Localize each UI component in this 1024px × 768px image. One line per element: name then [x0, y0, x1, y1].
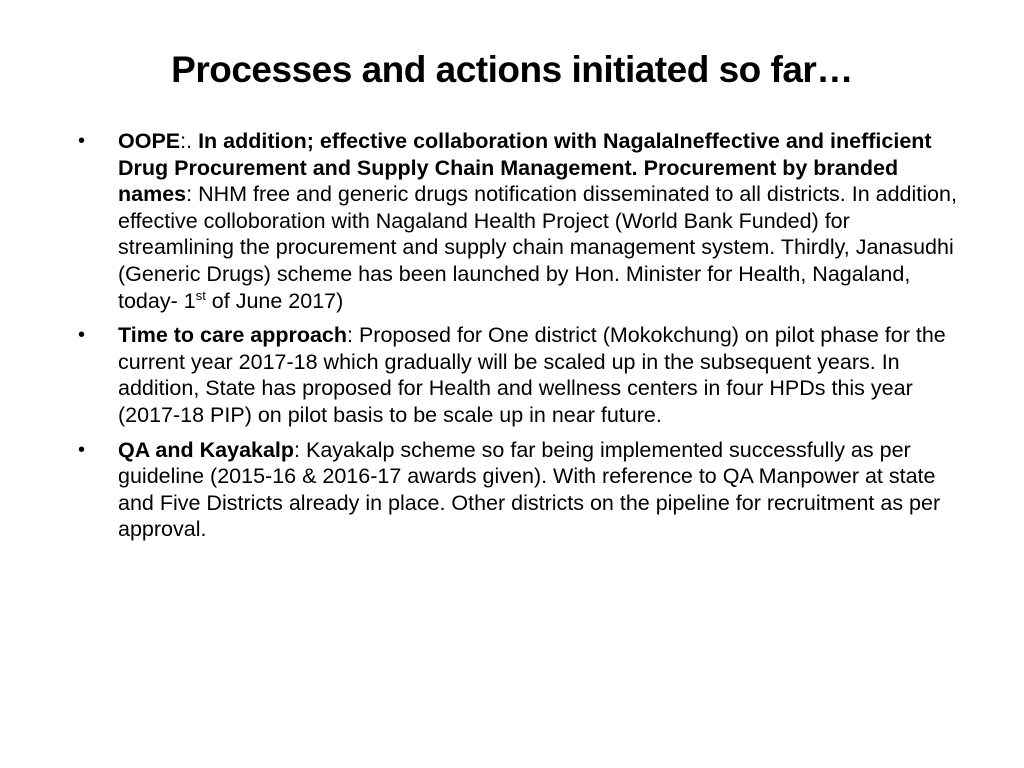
- bullet-superscript: st: [195, 287, 206, 303]
- bullet-label: OOPE: [118, 129, 181, 153]
- bullet-text: : NHM free and generic drugs notification disseminated to all districts. In addition, effective colloboration with Nagaland Health Project (World Bank Funded) for streamlining the procurement and supply chain management system. Thirdly, Janasudhi (Generic Drugs) scheme has been launched by Hon. Minister for Health, Nagaland, today- 1: [118, 182, 957, 313]
- bullet-item-oope: [0, 128, 1024, 314]
- bullet-text: : Kayakalp scheme so far being implemented successfully as per guideline (2015-16 & 2016-17 awards given). With reference to QA Manpower at state and Five Districts already in place. Other districts on the pipeline for recruitment as per approval.: [118, 437, 941, 542]
- slide-title: Processes and actions initiated so far…: [171, 49, 853, 90]
- bullet-text: : Proposed for One district (Mokokchung) on pilot phase for the current year 2017-18 which gradually will be scaled up in the subsequent years. In addition, State has proposed for Health and wellness centers in four HPDs this year (2017-18 PIP) on pilot basis to be scale up in near future.: [118, 323, 946, 427]
- bullet-item-time-to-care: [0, 322, 1024, 428]
- bullet-icon: •: [78, 324, 86, 347]
- bullet-icon: •: [78, 438, 86, 461]
- bullet-text-end: of June 2017): [205, 288, 344, 313]
- bullet-label: Time to care approach: [118, 323, 348, 348]
- bullet-label: QA and Kayakalp: [118, 437, 295, 462]
- bullet-icon: •: [78, 130, 86, 152]
- bullet-label-suffix: :.: [180, 129, 193, 153]
- bullet-list: [0, 128, 1024, 551]
- bullet-bold-text: In addition; effective collaboration with NagalaIneffective and inefficient Drug Procurement and Supply Chain Management. Procurement by branded names: [118, 129, 932, 207]
- bullet-item-qa-kayakalp: [0, 437, 1024, 543]
